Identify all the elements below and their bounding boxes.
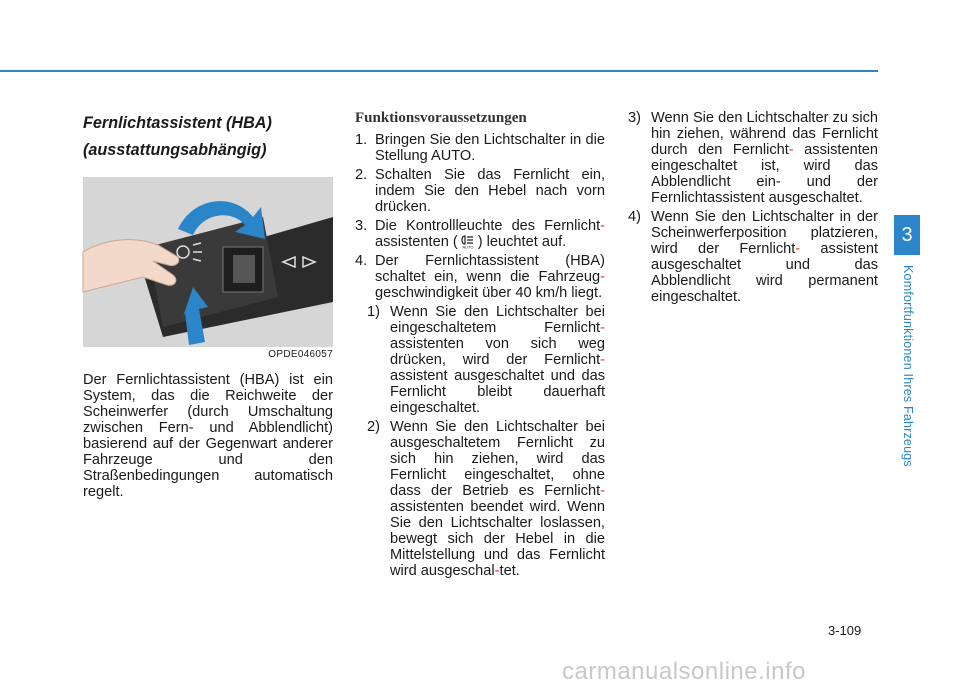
list-item (628, 209, 878, 305)
list-text: Bringen Sie den Lichtschalter in die Stellung AUTO. (375, 132, 605, 164)
chapter-title: Komfortfunktionen Ihres Fahrzeugs (901, 265, 915, 467)
list-text (651, 209, 878, 305)
list-number: 1. (355, 132, 368, 148)
watermark: carmanualsonline.info (562, 658, 806, 685)
text-part: Die Kontrollleuchte des Fernlicht (375, 218, 601, 234)
list-text (375, 218, 605, 250)
text-part: Der Fernlichtassistent (HBA) schaltet ein, wenn die Fahrzeug (375, 253, 605, 285)
hyphen: - (795, 241, 801, 257)
section-title-line2: (ausstattungsabhängig) (83, 141, 267, 159)
list-item (355, 132, 605, 164)
list-item (355, 253, 605, 301)
text-part: geschwindigkeit über 40 km/h liegt. (375, 285, 603, 301)
hyphen: - (600, 218, 605, 234)
text-part: Wenn Sie den Lichtschalter bei ausgeschaltetem Fernlicht zu sich hin ziehen, wird das Fernlicht eingeschaltet, ohne dass der Betrieb es Fernlicht (390, 419, 605, 499)
figure-code: OPDE046057 (268, 349, 333, 360)
header-rule (0, 70, 878, 72)
list-item (628, 110, 878, 206)
list-number: 3. (355, 218, 368, 234)
intro-paragraph: Der Fernlichtassistent (HBA) ist ein System, das die Reichweite der Scheinwerfer (durch Umschaltung zwischen Fern- und Abblendlicht) basierend auf der Gegenwart anderer Fahrzeuge und den Straßenbedingungen automatisch regelt. (83, 372, 333, 500)
list-item (355, 167, 605, 215)
light-switch-illustration (83, 177, 333, 347)
sub-list-item (367, 304, 605, 416)
text-part: ) leuchtet auf. (477, 234, 567, 250)
text-part: Wenn Sie den Lichtschalter zu sich hin ziehen, während das Fernlicht durch den Fernlicht (651, 110, 878, 158)
page-number: 3-109 (828, 623, 862, 638)
subheading: Funktionsvoraussetzungen (355, 110, 527, 126)
list-number: 4) (628, 209, 641, 225)
text-part: Wenn Sie den Lichtschalter bei eingeschaltetem Fernlicht (390, 304, 605, 336)
chapter-tab: 3 (894, 215, 920, 255)
text-part: assistenten eingeschaltet ist, wird das Abblendlicht ein- und der Fernlichtassistent ausgeschaltet. (651, 142, 878, 206)
list-item (355, 218, 605, 250)
list-number: 1) (367, 304, 380, 320)
list-number: 2. (355, 167, 368, 183)
text-part: assistenten ( (375, 234, 458, 250)
list-text (390, 419, 605, 579)
hyphen: - (600, 352, 605, 368)
light-switch-figure (83, 177, 333, 360)
auto-icon-label: AUTO (462, 244, 474, 250)
chapter-title-vertical (864, 265, 950, 485)
list-text (651, 110, 878, 206)
text-part: assistenten beendet wird. Wenn Sie den Lichtschalter loslassen, bewegt sich der Hebel in die Mittelstellung und das Fernlicht wird ausgeschal (390, 499, 605, 579)
list-number: 4. (355, 253, 368, 269)
text-part: assistent ausgeschaltet und das Fernlicht bleibt dauerhaft eingeschaltet. (390, 368, 605, 416)
text-part: tet. (499, 563, 520, 579)
list-text: Schalten Sie das Fernlicht ein, indem Sie den Hebel nach vorn drücken. (375, 167, 605, 215)
sub-list-item (367, 419, 605, 579)
list-number: 3) (628, 110, 641, 126)
section-title-line1: Fernlichtassistent (HBA) (83, 114, 272, 132)
text-part: assistenten von sich weg drücken, wird der Fernlicht (390, 336, 605, 368)
column-left (83, 110, 333, 500)
hyphen: - (600, 483, 605, 499)
hyphen: - (600, 320, 605, 336)
list-text (390, 304, 605, 416)
text-part: assistent ausgeschaltet und das Abblendlicht wird permanent eingeschaltet. (651, 241, 879, 305)
hyphen: - (494, 563, 500, 579)
column-middle (355, 110, 605, 582)
list-text (375, 253, 605, 301)
column-right (628, 110, 878, 308)
text-part: Wenn Sie den Lichtschalter in der Scheinwerferposition platzieren, wird der Fernlicht (651, 209, 878, 257)
hyphen: - (788, 142, 794, 158)
hyphen: - (600, 269, 605, 285)
high-beam-assist-icon (459, 235, 477, 249)
list-number: 2) (367, 419, 380, 435)
